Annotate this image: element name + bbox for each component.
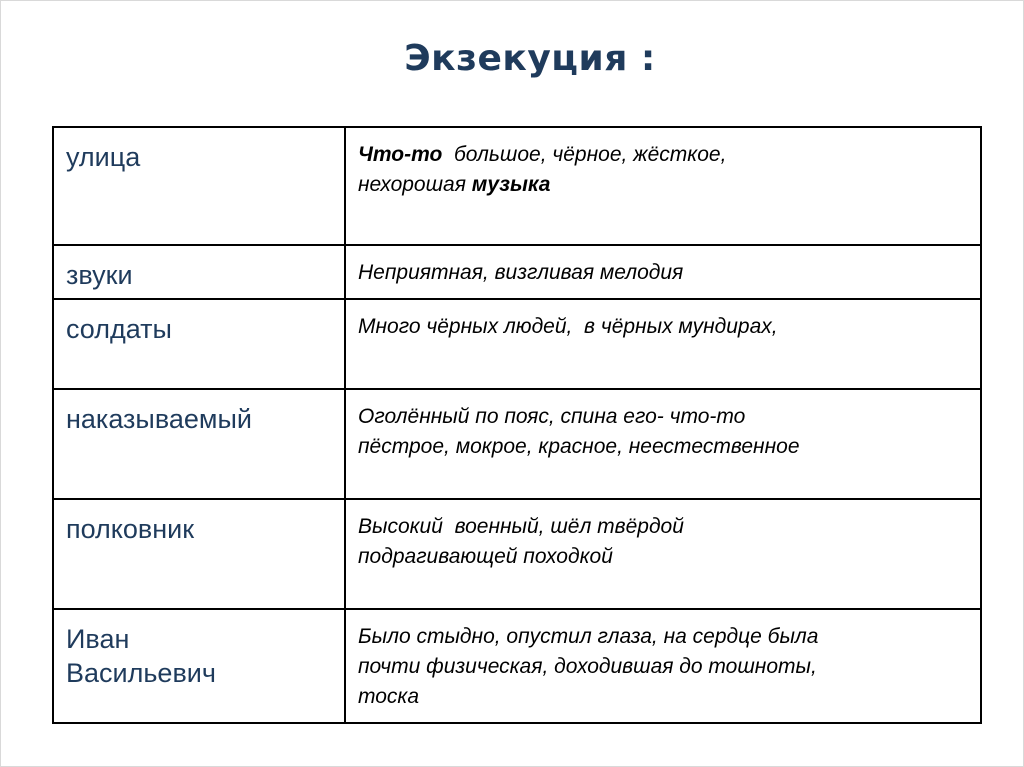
table-row xyxy=(53,299,981,389)
label-line: Иван xyxy=(66,624,130,654)
desc-bold-word: музыка xyxy=(471,173,551,196)
desc-bold-lead: Что-то xyxy=(358,143,443,166)
desc-text: нехорошая xyxy=(358,173,472,196)
desc-line: тоска xyxy=(358,685,420,708)
row-description xyxy=(345,609,981,723)
row-label: улица xyxy=(53,127,345,245)
row-label: наказываемый xyxy=(53,389,345,499)
row-label: полковник xyxy=(53,499,345,609)
desc-line: пёстрое, мокрое, красное, неестественное xyxy=(358,435,800,458)
table-row xyxy=(53,609,981,723)
table-row xyxy=(53,499,981,609)
row-label xyxy=(53,609,345,723)
row-label: звуки xyxy=(53,245,345,299)
description-table xyxy=(52,126,982,724)
desc-line: Высокий военный, шёл твёрдой xyxy=(358,515,684,538)
desc-line: Оголённый по пояс, спина его- что-то xyxy=(358,405,746,428)
table-row xyxy=(53,245,981,299)
slide-title: Экзекуция : xyxy=(404,38,656,79)
row-label: солдаты xyxy=(53,299,345,389)
row-description: Много чёрных людей, в чёрных мундирах, xyxy=(345,299,981,389)
row-description xyxy=(345,389,981,499)
table-row xyxy=(53,389,981,499)
row-description: Неприятная, визгливая мелодия xyxy=(345,245,981,299)
row-description xyxy=(345,127,981,245)
desc-line: Было стыдно, опустил глаза, на сердце была xyxy=(358,625,819,648)
desc-line: почти физическая, доходившая до тошноты, xyxy=(358,655,817,678)
row-description xyxy=(345,499,981,609)
desc-line: подрагивающей походкой xyxy=(358,545,613,568)
desc-text: большое, чёрное, жёсткое, xyxy=(442,143,727,166)
label-line: Васильевич xyxy=(66,658,216,688)
table-row xyxy=(53,127,981,245)
